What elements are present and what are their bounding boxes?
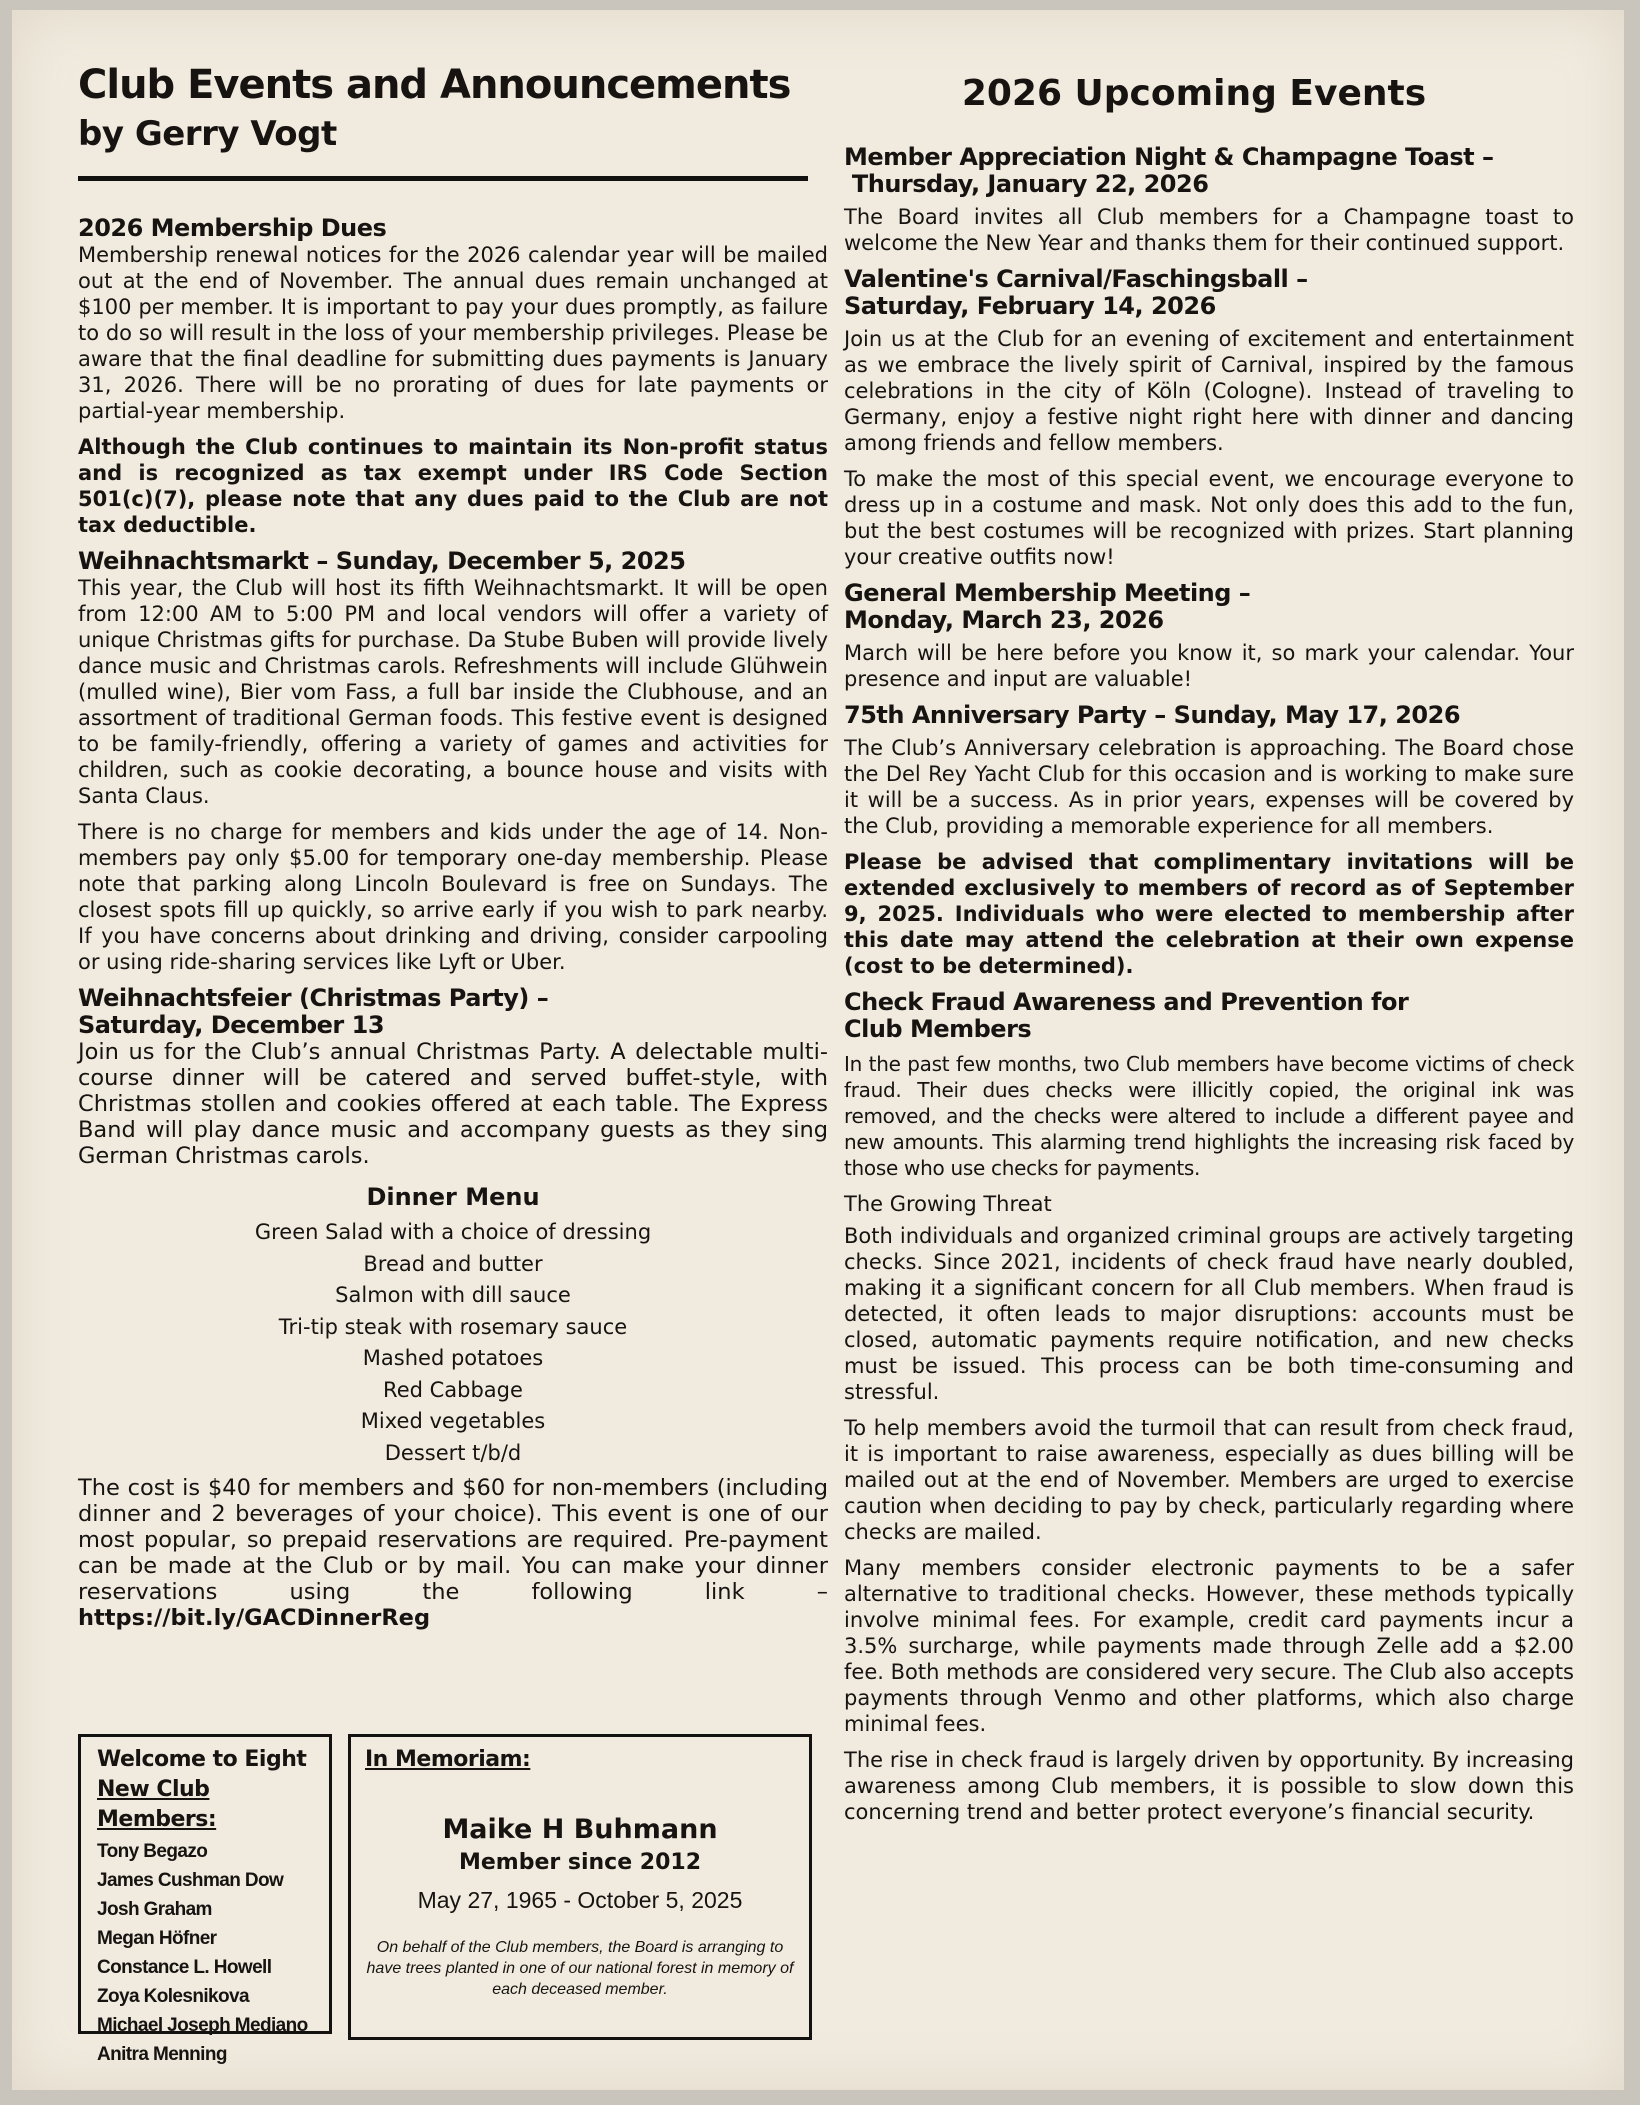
anniversary-invitation-paragraph: Please be advised that complimentary invitations will be extended exclusively to members of record as of September 9, 2025. Individuals who were elected to membership after this date may attend the celebration at their own expense (cost to be determined). [844, 850, 1574, 978]
new-member-list [97, 1837, 329, 2069]
anniversary-paragraph: The Club’s Anniversary celebration is approaching. The Board chose the Del Rey Yacht Club for this occasion and is working to make sure it will be a success. As in prior years, expenses will be covered by the Club, providing a memorable experience for all members. [844, 736, 1574, 838]
gmm-paragraph: March will be here before you know it, so mark your calendar. Your presence and input are valuable! [844, 641, 1574, 691]
dinner-menu-list [78, 1217, 828, 1469]
fraud-electronic-paragraph: Many members consider electronic payments to be a safer alternative to traditional checks. However, these methods typically involve minimal fees. For example, credit card payments incur a 3.5% surcharge, while payments made through Zelle add a $2.00 fee. Both methods are considered very secure. The Club also accepts payments through Venmo and other platforms, which also charge minimal fees. [844, 1556, 1574, 1736]
memoriam-heading: In Memoriam: [365, 1747, 531, 1772]
feier-section [78, 985, 828, 1631]
menu-item: Salmon with dill sauce [335, 1283, 571, 1307]
member-name: Michael Joseph Mediano [97, 2015, 308, 2036]
upcoming-events-title: 2026 Upcoming Events [961, 73, 1427, 114]
member-name: Tony Begazo [97, 1841, 208, 1862]
reservation-link[interactable]: https://bit.ly/GACDinnerReg [78, 1605, 431, 1631]
info-boxes [78, 1734, 818, 2065]
member-name: Megan Höfner [97, 1928, 217, 1949]
fraud-section [844, 989, 1574, 1825]
fraud-awareness-paragraph: To help members avoid the turmoil that can result from check fraud, it is important to raise awareness, especially as dues billing will be mailed out at the end of November. Members are urged to exercise caution when deciding to pay by check, particularly regarding where checks are mailed. [844, 1416, 1574, 1544]
gmm-section [844, 580, 1574, 692]
menu-item: Red Cabbage [383, 1377, 523, 1402]
carnival-costume-paragraph: To make the most of this special event, we encourage everyone to dress up in a costume and mask. Not only does this add to the fun, but the best costumes will be recognized with prizes. Start planning your creative outfits now! [844, 467, 1574, 569]
dues-paragraph: Membership renewal notices for the 2026 calendar year will be mailed out at the end of November. The annual dues remain unchanged at $100 per member. It is important to pay your dues promptly, as failure to do so will result in the loss of your membership privileges. Please be aware that the final deadline for submitting dues payments is January 31, 2026. There will be no prorating of dues for late payments or partial-year membership. [78, 243, 828, 423]
feier-heading-line2: Saturday, December 13 [78, 1011, 385, 1039]
dues-tax-paragraph: Although the Club continues to maintain its Non-profit status and is recognized as tax exempt under IRS Code Section 501(c)(7), please note that any dues paid to the Club are not tax deductible. [78, 435, 828, 537]
welcome-heading-line2: New Club Members: [97, 1777, 217, 1832]
title-divider [78, 176, 808, 181]
memoriam-name: Maike H Buhmann [442, 1814, 718, 1845]
member-name: Anitra Menning [97, 2044, 227, 2065]
dinner-menu-title: Dinner Menu [366, 1183, 540, 1211]
feier-cost-paragraph [78, 1475, 828, 1631]
carnival-heading-line1: Valentine's Carnival/Faschingsball – [844, 265, 1308, 293]
fraud-threat-paragraph: Both individuals and organized criminal groups are actively targeting checks. Since 2021, incidents of check fraud have nearly doubled, making it a significant concern for all Club members. When fraud is detected, it often leads to major disruptions: accounts must be closed, automatic payments require notification, and new checks must be issued. This process can be both time-consuming and stressful. [844, 1224, 1574, 1404]
newsletter-page [12, 10, 1624, 2090]
markt-section [78, 548, 828, 975]
carnival-section [844, 266, 1574, 570]
fraud-paragraph: In the past few months, two Club members have become victims of check fraud. Their dues checks were illicitly copied, the original ink was removed, and the checks were altered to include a different payee and new amounts. This alarming trend highlights the increasing risk faced by those who use checks for payments. [844, 1052, 1574, 1180]
markt-paragraph: This year, the Club will host its fifth Weihnachtsmarkt. It will be open from 12:00 AM to 5:00 PM and local vendors will offer a variety of unique Christmas gifts for purchase. Da Stube Buben will provide lively dance music and Christmas carols. Refreshments will include Glühwein (mulled wine), Bier vom Fass, a full bar inside the Clubhouse, and an assortment of traditional German foods. This festive event is designed to be family-friendly, offering a variety of games and activities for children, such as cookie decorating, a bounce house and visits with Santa Claus. [78, 576, 828, 808]
appreciation-paragraph: The Board invites all Club members for a Champagne toast to welcome the New Year and thanks them for their continued support. [844, 205, 1574, 255]
markt-charge-paragraph: There is no charge for members and kids under the age of 14. Non-members pay only $5.00 for temporary one-day membership. Please note that parking along Lincoln Boulevard is free on Sundays. The closest spots fill up quickly, so arrive early if you wish to park nearby. If you have concerns about drinking and driving, consider carpooling or using ride-sharing services like Lyft or Uber. [78, 820, 828, 974]
feier-cost-text: The cost is $40 for members and $60 for non-members (including dinner and 2 beverages of your choice). This event is one of our most popular, so prepaid reservations are required. Pre-payment can be made at the Club or by mail. You can make your dinner reservations using the following link – [78, 1475, 828, 1605]
menu-item: Dessert t/b/d [384, 1440, 522, 1465]
byline: by Gerry Vogt [78, 114, 337, 154]
gmm-heading-line2: Monday, March 23, 2026 [844, 606, 1164, 634]
appreciation-section [844, 144, 1574, 256]
carnival-heading-line2: Saturday, February 14, 2026 [844, 292, 1216, 320]
fraud-conclusion-paragraph: The rise in check fraud is largely driven by opportunity. By increasing awareness among Club members, it is possible to slow down this concerning trend and better protect everyone’s financial security. [844, 1748, 1574, 1824]
memoriam-since: Member since 2012 [458, 1850, 702, 1875]
gmm-heading-line1: General Membership Meeting – [844, 579, 1251, 607]
menu-item: Tri-tip steak with rosemary sauce [278, 1314, 628, 1339]
menu-item: Mixed vegetables [360, 1409, 546, 1433]
page-title: Club Events and Announcements [78, 62, 791, 108]
member-name: James Cushman Dow [97, 1870, 284, 1891]
member-name: Zoya Kolesnikova [97, 1986, 249, 2007]
memoriam-box [348, 1734, 812, 2040]
fraud-heading-line1: Check Fraud Awareness and Prevention for [844, 988, 1409, 1016]
markt-heading: Weihnachtsmarkt – Sunday, December 5, 2025 [78, 547, 686, 575]
fraud-subheading: The Growing Threat [844, 1192, 1052, 1216]
feier-heading-line1: Weihnachtsfeier (Christmas Party) – [78, 984, 549, 1012]
appreciation-heading-line1: Member Appreciation Night & Champagne Toast – [844, 143, 1494, 171]
dues-heading: 2026 Membership Dues [78, 214, 387, 242]
welcome-heading-line1: Welcome to Eight [97, 1747, 307, 1772]
menu-item: Bread and butter [363, 1251, 543, 1276]
memoriam-dates: May 27, 1965 - October 5, 2025 [417, 1887, 743, 1913]
feier-paragraph: Join us for the Club’s annual Christmas Party. A delectable multi-course dinner will be catered and served buffet-style, with Christmas stollen and cookies offered at each table. The Express Band will play dance music and accompany guests as they sing German Christmas carols. [78, 1039, 828, 1169]
left-column [78, 60, 828, 1641]
menu-item: Green Salad with a choice of dressing [254, 1220, 652, 1244]
member-name: Josh Graham [97, 1899, 212, 1920]
right-column [844, 72, 1574, 1835]
menu-item: Mashed potatoes [362, 1346, 544, 1370]
carnival-paragraph: Join us at the Club for an evening of excitement and entertainment as we embrace the lively spirit of Carnival, inspired by the famous celebrations in the city of Köln (Cologne). Instead of traveling to Germany, enjoy a festive night right here with dinner and dancing among friends and fellow members. [844, 327, 1574, 455]
appreciation-heading-line2: Thursday, January 22, 2026 [844, 170, 1209, 198]
anniversary-heading: 75th Anniversary Party – Sunday, May 17, 2026 [844, 701, 1461, 729]
anniversary-section [844, 702, 1574, 979]
member-name: Constance L. Howell [97, 1957, 272, 1978]
welcome-box [78, 1734, 332, 2065]
memoriam-note: On behalf of the Club members, the Board is arranging to have trees planted in one of our national forest in memory of each deceased member. [366, 1939, 794, 1998]
dues-section [78, 215, 828, 538]
fraud-heading-line2: Club Members [844, 1015, 1032, 1043]
